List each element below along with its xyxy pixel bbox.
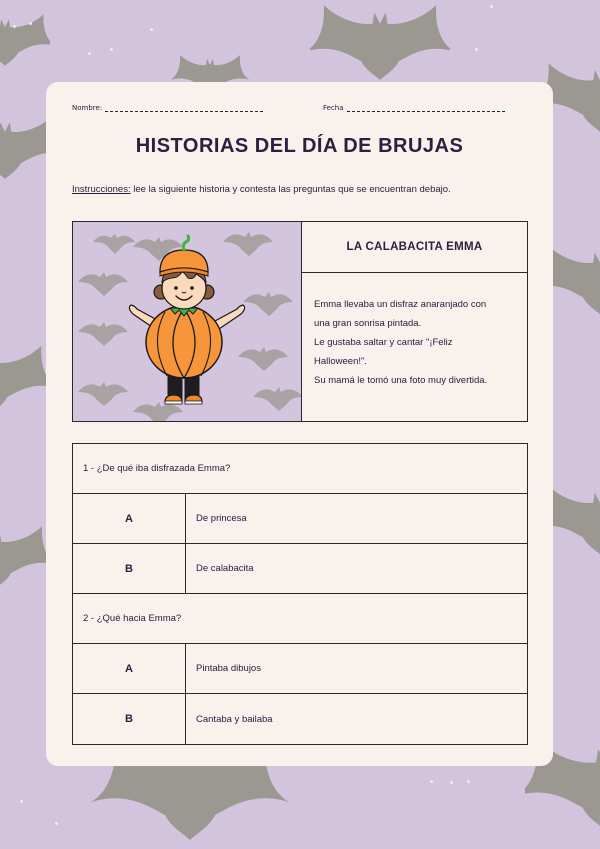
question-2-option-b[interactable] [73,694,527,744]
date-label: Fecha [323,104,344,112]
option-letter[interactable]: A [73,644,186,693]
bat-icon [0,10,50,70]
pumpkin-costume-girl-icon [73,222,301,421]
option-letter[interactable]: B [73,694,186,744]
question-2: 2 - ¿Qué hacia Emma? [73,594,527,644]
sparkle [467,780,470,783]
option-text[interactable]: Pintaba dibujos [196,663,261,674]
story-box [72,221,528,422]
instructions [72,184,451,195]
sparkle [20,800,23,803]
name-field[interactable] [72,104,263,112]
story-title: LA CALABACITA EMMA [302,222,527,273]
page-title: HISTORIAS DEL DÍA DE BRUJAS [135,135,464,157]
story-illustration [73,222,302,421]
option-text[interactable]: De calabacita [196,563,254,574]
story-line: una gran sonrisa pintada. [314,318,422,329]
date-field[interactable] [323,104,505,112]
option-letter[interactable]: B [73,544,186,593]
sparkle [490,5,493,8]
option-text[interactable]: De princesa [196,513,247,524]
story-line: Halloween!". [314,356,368,367]
sparkle [110,48,113,51]
sparkle [450,781,453,784]
sparkle [150,28,153,31]
sparkle [475,48,478,51]
quiz-table [72,443,528,745]
bat-icon [0,520,50,595]
question-1-option-b[interactable] [73,544,527,594]
instructions-text: lee la siguiente historia y contesta las preguntas que se encuentran debajo. [130,184,451,195]
story-line: Emma llevaba un disfraz anaranjado con [314,299,487,310]
question-1: 1 - ¿De qué iba disfrazada Emma? [73,444,527,494]
sparkle [430,780,433,783]
sparkle [29,22,32,25]
sparkle [13,25,16,28]
option-letter[interactable]: A [73,494,186,543]
story-text-column [302,222,527,421]
bat-icon [0,340,50,420]
option-text[interactable]: Cantaba y bailaba [196,713,273,725]
bat-icon [310,5,450,80]
instructions-label: Instrucciones: [72,184,131,195]
story-line: Le gustaba saltar y cantar "¡Feliz [314,337,453,348]
question-2-option-a[interactable] [73,644,527,694]
story-body [302,273,527,390]
name-blank-line[interactable] [105,104,263,112]
story-line: Su mamá le tomó una foto muy divertida. [314,375,488,386]
question-1-option-a[interactable] [73,494,527,544]
worksheet-card [46,82,553,766]
sparkle [55,822,58,825]
date-blank-line[interactable] [347,104,505,112]
sparkle [88,52,91,55]
name-label: Nombre: [72,104,103,112]
